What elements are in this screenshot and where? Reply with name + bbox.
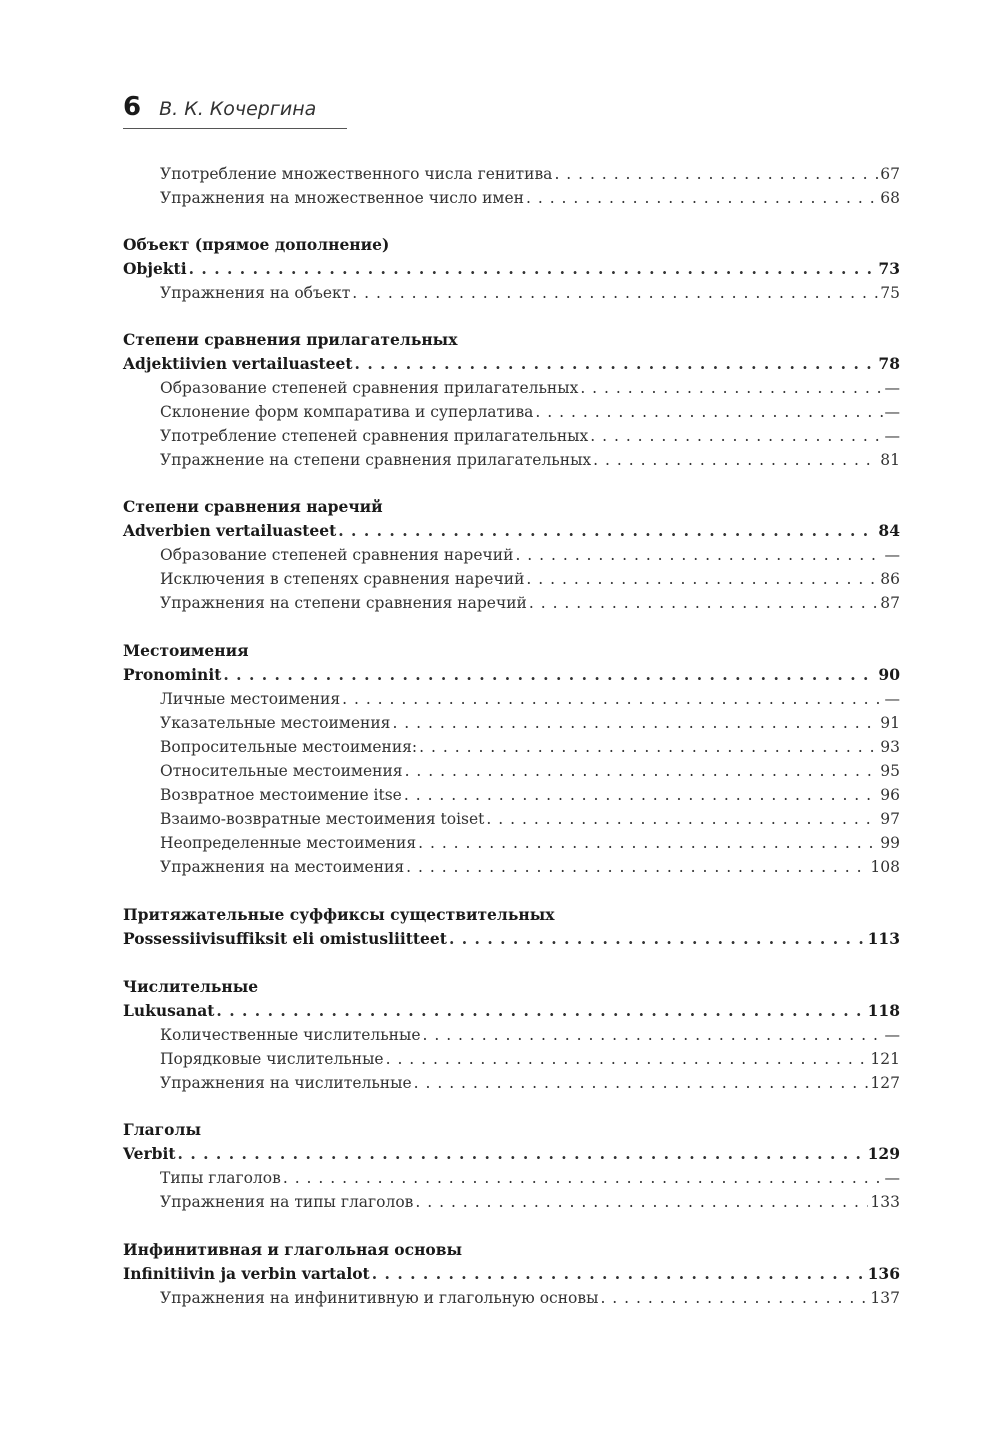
toc-entry-line [160, 1071, 900, 1095]
toc-entry-line [160, 1190, 900, 1214]
dot-leader [529, 591, 878, 615]
section-heading-title: Степени сравнения наречий [123, 497, 383, 516]
dot-leader [338, 519, 876, 543]
toc-subentry[interactable] [0, 735, 1000, 759]
toc-subentry[interactable] [0, 831, 1000, 855]
toc-entry-line [160, 687, 900, 711]
dot-leader [283, 1166, 883, 1190]
entry-page-number: — [884, 403, 900, 421]
toc-entry-line [160, 400, 900, 424]
entry-page-number: 127 [870, 1074, 900, 1092]
entry-title: Неопределенные местоимения [160, 834, 417, 852]
dot-leader [580, 376, 882, 400]
entry-title: Образование степеней сравнения наречий [160, 546, 514, 564]
toc-entry-line [160, 448, 900, 472]
entry-page-number: 113 [867, 929, 900, 948]
toc-section-heading [0, 975, 1000, 999]
dot-leader [600, 1286, 868, 1310]
toc-entry-line [123, 519, 900, 543]
toc-section-heading [0, 639, 1000, 663]
toc-subentry[interactable] [0, 1286, 1000, 1310]
entry-page-number: 97 [880, 810, 900, 828]
toc-entry-line [160, 735, 900, 759]
entry-title: Относительные местоимения [160, 762, 403, 780]
entry-page-number: 81 [880, 451, 900, 469]
entry-title: Упражнения на объект [160, 284, 351, 302]
toc-chapter-entry[interactable] [0, 519, 1000, 543]
entry-title: Pronominit [123, 665, 222, 684]
dot-leader [405, 759, 879, 783]
entry-title: Objekti [123, 259, 187, 278]
entry-title: Указательные местоимения [160, 714, 391, 732]
dot-leader [418, 831, 878, 855]
toc-section-heading [0, 1238, 1000, 1262]
toc-entry-line [160, 1286, 900, 1310]
page-number: 6 [123, 92, 142, 122]
toc-section-heading [0, 903, 1000, 927]
dot-leader [593, 448, 878, 472]
toc-entry-line [160, 186, 900, 210]
entry-page-number: 137 [870, 1289, 900, 1307]
toc-subentry[interactable] [0, 162, 1000, 186]
dot-leader [414, 1071, 869, 1095]
section-heading-title: Притяжательные суффиксы существительных [123, 905, 555, 924]
entry-title: Adjektiivien vertailuasteet [123, 354, 353, 373]
entry-title: Личные местоимения [160, 690, 341, 708]
toc-subentry[interactable] [0, 759, 1000, 783]
entry-title: Употребление множественного числа генитива [160, 165, 553, 183]
toc-chapter-entry[interactable] [0, 1262, 1000, 1286]
toc-subentry[interactable] [0, 376, 1000, 400]
entry-page-number: 67 [880, 165, 900, 183]
toc-entry-line [123, 257, 900, 281]
dot-leader [355, 352, 877, 376]
toc-chapter-entry[interactable] [0, 257, 1000, 281]
entry-title: Употребление степеней сравнения прилагательных [160, 427, 589, 445]
toc-entry-line [160, 783, 900, 807]
toc-entry-line [160, 831, 900, 855]
entry-page-number: 136 [867, 1264, 900, 1283]
toc-chapter-entry[interactable] [0, 1142, 1000, 1166]
toc-subentry[interactable] [0, 591, 1000, 615]
dot-leader [423, 1023, 883, 1047]
toc-entry-line [123, 927, 900, 951]
entry-title: Склонение форм компаратива и суперлатива [160, 403, 534, 421]
entry-page-number: — [884, 546, 900, 564]
entry-title: Взаимо-возвратные местоимения toiset [160, 810, 485, 828]
toc-entry-line [123, 663, 900, 687]
dot-leader [590, 424, 882, 448]
dot-leader [554, 162, 878, 186]
entry-title: Вопросительные местоимения: [160, 738, 418, 756]
dot-leader [406, 855, 868, 879]
entry-title: Упражнения на множественное число имен [160, 189, 524, 207]
toc-subentry[interactable] [0, 543, 1000, 567]
dot-leader [515, 543, 882, 567]
dot-leader [386, 1047, 869, 1071]
entry-title: Упражнения на местоимения [160, 858, 405, 876]
toc-chapter-entry[interactable] [0, 999, 1000, 1023]
dot-leader [189, 257, 877, 281]
toc-entry-line [160, 162, 900, 186]
entry-title: Verbit [123, 1144, 176, 1163]
toc-subentry[interactable] [0, 807, 1000, 831]
entry-page-number: 86 [880, 570, 900, 588]
toc-entry-line [160, 424, 900, 448]
entry-page-number: 108 [870, 858, 900, 876]
toc-entry-line [160, 543, 900, 567]
toc-chapter-entry[interactable] [0, 352, 1000, 376]
entry-title: Типы глаголов [160, 1169, 281, 1187]
dot-leader [415, 1190, 868, 1214]
entry-page-number: 68 [880, 189, 900, 207]
toc-subentry[interactable] [0, 687, 1000, 711]
entry-page-number: 99 [880, 834, 900, 852]
entry-page-number: 121 [870, 1050, 900, 1068]
dot-leader [352, 281, 878, 305]
dot-leader [392, 711, 878, 735]
section-heading-title: Степени сравнения прилагательных [123, 330, 458, 349]
entry-title: Количественные числительные [160, 1026, 421, 1044]
entry-title: Порядковые числительные [160, 1050, 384, 1068]
section-heading-title: Инфинитивная и глагольная основы [123, 1240, 463, 1259]
entry-title: Possessiivisuffiksit eli omistusliitteet [123, 929, 447, 948]
toc-subentry[interactable] [0, 400, 1000, 424]
entry-title: Lukusanat [123, 1001, 215, 1020]
toc-entry-line [160, 281, 900, 305]
toc-subentry[interactable] [0, 711, 1000, 735]
toc-subentry[interactable] [0, 424, 1000, 448]
toc-entry-line [160, 807, 900, 831]
toc-subentry[interactable] [0, 1190, 1000, 1214]
entry-title: Adverbien vertailuasteet [123, 521, 337, 540]
dot-leader [486, 807, 878, 831]
dot-leader [419, 735, 878, 759]
toc-subentry[interactable] [0, 567, 1000, 591]
entry-title: Упражнение на степени сравнения прилагательных [160, 451, 592, 469]
toc-chapter-entry[interactable] [0, 663, 1000, 687]
toc-entry-line [123, 999, 900, 1023]
dot-leader [526, 186, 878, 210]
section-heading-title: Глаголы [123, 1120, 201, 1139]
toc-entry-line [160, 591, 900, 615]
entry-title: Упражнения на типы глаголов [160, 1193, 414, 1211]
entry-title: Infinitiivin ja verbin vartalot [123, 1264, 370, 1283]
entry-page-number: 73 [878, 259, 900, 278]
entry-page-number: 95 [880, 762, 900, 780]
toc-section-heading [0, 495, 1000, 519]
toc-subentry[interactable] [0, 448, 1000, 472]
toc-section-heading [0, 1118, 1000, 1142]
toc-entry-line [123, 1262, 900, 1286]
toc-entry-line [160, 711, 900, 735]
section-heading-title: Местоимения [123, 641, 249, 660]
entry-page-number: 84 [878, 521, 900, 540]
entry-title: Исключения в степенях сравнения наречий [160, 570, 525, 588]
toc-section-heading [0, 328, 1000, 352]
entry-page-number: — [884, 1026, 900, 1044]
entry-page-number: 75 [880, 284, 900, 302]
toc-subentry[interactable] [0, 1071, 1000, 1095]
dot-leader [404, 783, 878, 807]
entry-title: Упражнения на числительные [160, 1074, 412, 1092]
toc-entry-line [160, 1166, 900, 1190]
toc-entry-line [160, 376, 900, 400]
dot-leader [223, 663, 876, 687]
toc-subentry[interactable] [0, 186, 1000, 210]
toc-entry-line [160, 1047, 900, 1071]
dot-leader [372, 1262, 866, 1286]
entry-title: Упражнения на степени сравнения наречий [160, 594, 527, 612]
entry-title: Возвратное местоимение itse [160, 786, 402, 804]
toc-subentry[interactable] [0, 281, 1000, 305]
entry-page-number: 129 [867, 1144, 900, 1163]
toc-entry-line [160, 1023, 900, 1047]
section-heading-title: Числительные [123, 977, 259, 996]
toc-section-heading [0, 233, 1000, 257]
entry-page-number: 87 [880, 594, 900, 612]
toc-entry-line [123, 352, 900, 376]
toc-subentry[interactable] [0, 1047, 1000, 1071]
entry-page-number: 96 [880, 786, 900, 804]
entry-page-number: 133 [870, 1193, 900, 1211]
entry-page-number: 91 [880, 714, 900, 732]
entry-title: Упражнения на инфинитивную и глагольную основы [160, 1289, 599, 1307]
toc-entry-line [160, 567, 900, 591]
section-heading-title: Объект (прямое дополнение) [123, 235, 390, 254]
toc-subentry[interactable] [0, 783, 1000, 807]
entry-page-number: — [884, 379, 900, 397]
toc-subentry[interactable] [0, 855, 1000, 879]
dot-leader [535, 400, 882, 424]
entry-page-number: — [884, 1169, 900, 1187]
toc-subentry[interactable] [0, 1166, 1000, 1190]
dot-leader [178, 1142, 866, 1166]
entry-page-number: — [884, 690, 900, 708]
entry-title: Образование степеней сравнения прилагательных [160, 379, 579, 397]
running-author: В. К. Кочергина [159, 98, 317, 120]
toc-entry-line [160, 759, 900, 783]
toc-entry-line [123, 1142, 900, 1166]
entry-page-number: — [884, 427, 900, 445]
toc-chapter-entry[interactable] [0, 927, 1000, 951]
toc-subentry[interactable] [0, 1023, 1000, 1047]
dot-leader [526, 567, 878, 591]
entry-page-number: 118 [867, 1001, 900, 1020]
toc-entry-line [160, 855, 900, 879]
dot-leader [342, 687, 882, 711]
dot-leader [449, 927, 866, 951]
dot-leader [216, 999, 865, 1023]
entry-page-number: 78 [878, 354, 900, 373]
entry-page-number: 93 [880, 738, 900, 756]
entry-page-number: 90 [878, 665, 900, 684]
